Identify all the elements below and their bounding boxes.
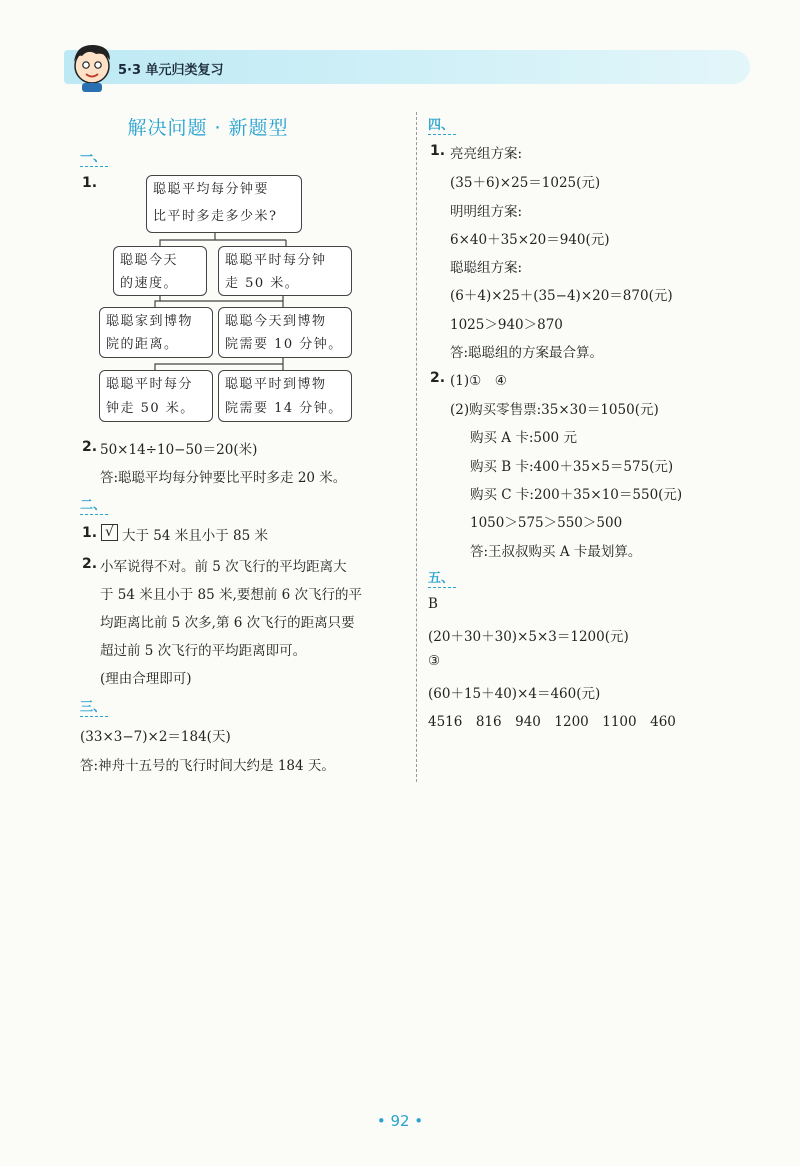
answer-line: 答:王叔叔购买 A 卡最划算。 — [470, 544, 642, 560]
answer-line: 均距离比前 5 次多,第 6 次飞行的距离只要 — [100, 615, 355, 631]
answer-line: 超过前 5 次飞行的平均距离即可。 — [100, 643, 307, 659]
tree-node-today-time — [218, 307, 352, 358]
answer-line: (2)购买零售票:35×30＝1050(元) — [450, 402, 659, 418]
answer-line: 答:神舟十五号的飞行时间大约是 184 天。 — [80, 758, 335, 774]
tree-node-line: 院的距离。 — [106, 337, 179, 352]
question-number: 2. — [82, 556, 98, 572]
answer-line: 于 54 米且小于 85 米,要想前 6 次飞行的平 — [100, 587, 362, 603]
section-label-2: 二、 — [80, 494, 108, 515]
question-number: 1. — [82, 175, 98, 191]
question-number: 1. — [430, 143, 446, 159]
answer-line: 明明组方案: — [450, 204, 523, 220]
page-title: 解决问题 · 新题型 — [127, 117, 289, 139]
section-label-4: 四、 — [428, 114, 456, 135]
answer-line: 购买 C 卡:200＋35×10＝550(元) — [470, 487, 683, 503]
question-number: 2. — [430, 370, 446, 386]
tree-node-usual-time — [218, 370, 352, 422]
answer-line: (60＋15＋40)×4＝460(元) — [428, 686, 601, 702]
column-divider — [416, 112, 417, 782]
answer-line: 答:聪聪组的方案最合算。 — [450, 345, 604, 361]
answer-line: (35＋6)×25＝1025(元) — [450, 175, 601, 191]
answer-line: (理由合理即可) — [100, 671, 192, 687]
answer-line: 购买 B 卡:400＋35×5＝575(元) — [470, 459, 674, 475]
section-label-5: 五、 — [428, 567, 456, 588]
answer-line: 购买 A 卡:500 元 — [470, 430, 577, 446]
tree-node-line: 聪聪平时每分钟 — [225, 253, 327, 268]
answer-line: 大于 54 米且小于 85 米 — [122, 528, 269, 544]
answer-line: (1)① ④ — [450, 373, 507, 389]
answer-line: (6＋4)×25＋(35−4)×20＝870(元) — [450, 288, 673, 304]
tree-node-line: 聪聪家到博物 — [106, 314, 194, 329]
tree-node-line: 的速度。 — [120, 276, 179, 291]
answer-line: (33×3−7)×2＝184(天) — [80, 729, 231, 745]
answer-line: 4516 816 940 1200 1100 460 — [428, 714, 676, 730]
header-title: 5·3 单元归类复习 — [118, 63, 224, 78]
tree-node-line: 走 50 米。 — [225, 276, 300, 291]
answer-line: 1050＞575＞550＞500 — [470, 515, 623, 531]
answer-line: ③ — [428, 653, 441, 669]
tree-node-line: 院需要 14 分钟。 — [225, 401, 343, 416]
tree-node-usual-speed-2 — [99, 370, 213, 422]
tree-node-root — [146, 175, 302, 233]
answer-line: 小军说得不对。前 5 次飞行的平均距离大 — [100, 559, 347, 575]
tree-node-usual-speed — [218, 246, 352, 296]
answer-line: 1025＞940＞870 — [450, 317, 563, 333]
tree-node-distance — [99, 307, 213, 358]
tree-node-line: 聪聪平时到博物 — [225, 377, 327, 392]
answer-line: 亮亮组方案: — [450, 146, 523, 162]
question-number: 2. — [82, 439, 98, 455]
answer-line: (20＋30＋30)×5×3＝1200(元) — [428, 629, 629, 645]
page-number: • 92 • — [376, 1112, 424, 1130]
tree-node-line: 聪聪平均每分钟要 — [153, 182, 270, 197]
answer-line: 聪聪组方案: — [450, 260, 523, 276]
answer-line: 50×14÷10−50＝20(米) — [100, 442, 258, 458]
tree-node-line: 钟走 50 米。 — [106, 401, 195, 416]
answer-line: 6×40＋35×20＝940(元) — [450, 232, 610, 248]
answer-line: B — [428, 596, 438, 612]
tree-node-line: 院需要 10 分钟。 — [225, 337, 343, 352]
tree-node-line: 聪聪今天 — [120, 253, 179, 268]
tree-node-line: 比平时多走多少米? — [153, 209, 278, 224]
check-box: √ — [101, 524, 118, 541]
answer-line: 答:聪聪平均每分钟要比平时多走 20 米。 — [100, 470, 347, 486]
tree-node-line: 聪聪平时每分 — [106, 377, 194, 392]
section-label-1: 一、 — [80, 146, 108, 167]
tree-node-today-speed — [113, 246, 207, 296]
question-number: 1. — [82, 525, 98, 541]
tree-node-line: 聪聪今天到博物 — [225, 314, 327, 329]
section-label-3: 三、 — [80, 696, 108, 717]
